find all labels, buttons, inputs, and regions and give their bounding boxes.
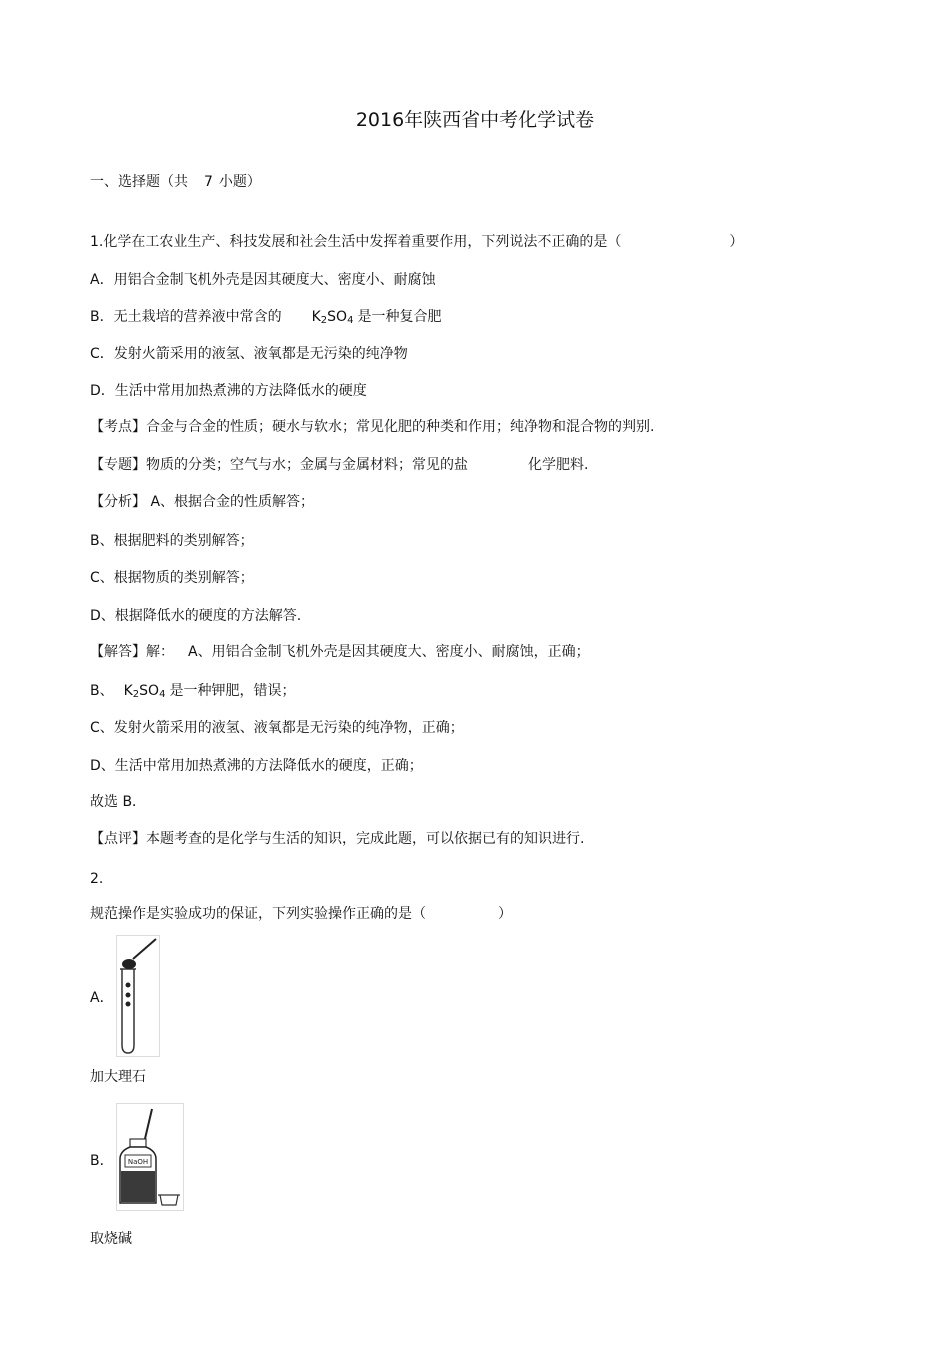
section-label: 一、选择题（共	[90, 174, 188, 190]
marble-piece	[126, 993, 131, 998]
q1-jieda-b-pre: B、	[90, 683, 114, 699]
bottle-contents	[121, 1171, 155, 1202]
k2so4-formula: $K_2SO_4$	[123, 683, 166, 700]
q2-option-a-caption: 加大理石	[90, 1069, 146, 1085]
q1-jieda-a: A、用铝合金制飞机外壳是因其硬度大、密度小、耐腐蚀，正确；	[188, 644, 590, 660]
q1-stem-close: ）	[729, 234, 744, 250]
marble-piece	[126, 1002, 131, 1007]
q1-zhuanti-post: 化学肥料.	[528, 457, 589, 473]
q1-jieda	[90, 643, 590, 661]
page-title: 2016年陕西省中考化学试卷	[355, 109, 595, 131]
bottle-label-text: NaOH	[127, 1158, 149, 1166]
q1-option-a: A．用铝合金制飞机外壳是因其硬度大、密度小、耐腐蚀	[90, 272, 436, 288]
test-tube-figure	[116, 935, 160, 1057]
q1-zhuanti-pre: 【专题】物质的分类；空气与水；金属与金属材料；常见的盐	[90, 457, 468, 473]
q2-option-b-label: B．	[90, 1153, 114, 1169]
q2-number: 2.	[90, 871, 104, 887]
q2-option-b-caption: 取烧碱	[90, 1231, 132, 1247]
q1-option-d: D．生活中常用加热煮沸的方法降低水的硬度	[90, 383, 367, 399]
q1-stem-text: 1.化学在工农业生产、科技发展和社会生活中发挥着重要作用，下列说法不正确的是（	[90, 234, 622, 250]
section-suffix: 小题）	[218, 174, 261, 190]
k2so4-formula: $K_2SO_4$	[311, 309, 354, 326]
marble-piece	[126, 983, 131, 988]
q1-jieda-b-post: 是一种钾肥，错误；	[169, 683, 296, 699]
q1-jieda-head: 【解答】解：	[90, 644, 174, 660]
q2-option-a-label: A．	[90, 990, 114, 1006]
bottle-neck	[130, 1139, 146, 1147]
q1-fenxi-b: B、根据肥料的类别解答；	[90, 533, 254, 549]
q1-jieda-d: D、生活中常用加热煮沸的方法降低水的硬度，正确；	[90, 758, 423, 774]
q2-stem-text: 规范操作是实验成功的保证，下列实验操作正确的是（	[90, 906, 426, 922]
q1-option-b-pre: B．无土栽培的营养液中常含的	[90, 309, 282, 325]
spoon-bowl	[122, 959, 136, 969]
q1-option-b	[90, 308, 441, 326]
section-heading	[90, 173, 261, 191]
section-count: 7	[204, 174, 213, 190]
q1-jieda-b	[90, 682, 295, 700]
q1-option-b-post: 是一种复合肥	[357, 309, 442, 325]
q1-dianping: 【点评】本题考查的是化学与生活的知识，完成此题，可以依据已有的知识进行.	[90, 831, 585, 847]
q1-option-c: C．发射火箭采用的液氢、液氧都是无污染的纯净物	[90, 346, 408, 362]
q2-stem	[90, 905, 512, 923]
q1-jieda-c: C、发射火箭采用的液氢、液氧都是无污染的纯净物，正确；	[90, 720, 464, 736]
reagent-bottle-figure	[116, 1103, 184, 1211]
q1-answer: 故选 B．	[90, 794, 147, 810]
q1-fenxi-c: C、根据物质的类别解答；	[90, 570, 254, 586]
q1-stem	[90, 233, 743, 251]
q1-kaodian: 【考点】合金与合金的性质；硬水与软水；常见化肥的种类和作用；纯净物和混合物的判别.	[90, 419, 655, 435]
watch-glass	[160, 1195, 178, 1205]
q1-fenxi-d: D、根据降低水的硬度的方法解答.	[90, 608, 302, 624]
q1-fenxi-head: 【分析】 A、根据合金的性质解答；	[90, 494, 315, 510]
q1-zhuanti	[90, 456, 588, 474]
q2-stem-close: ）	[498, 906, 512, 922]
